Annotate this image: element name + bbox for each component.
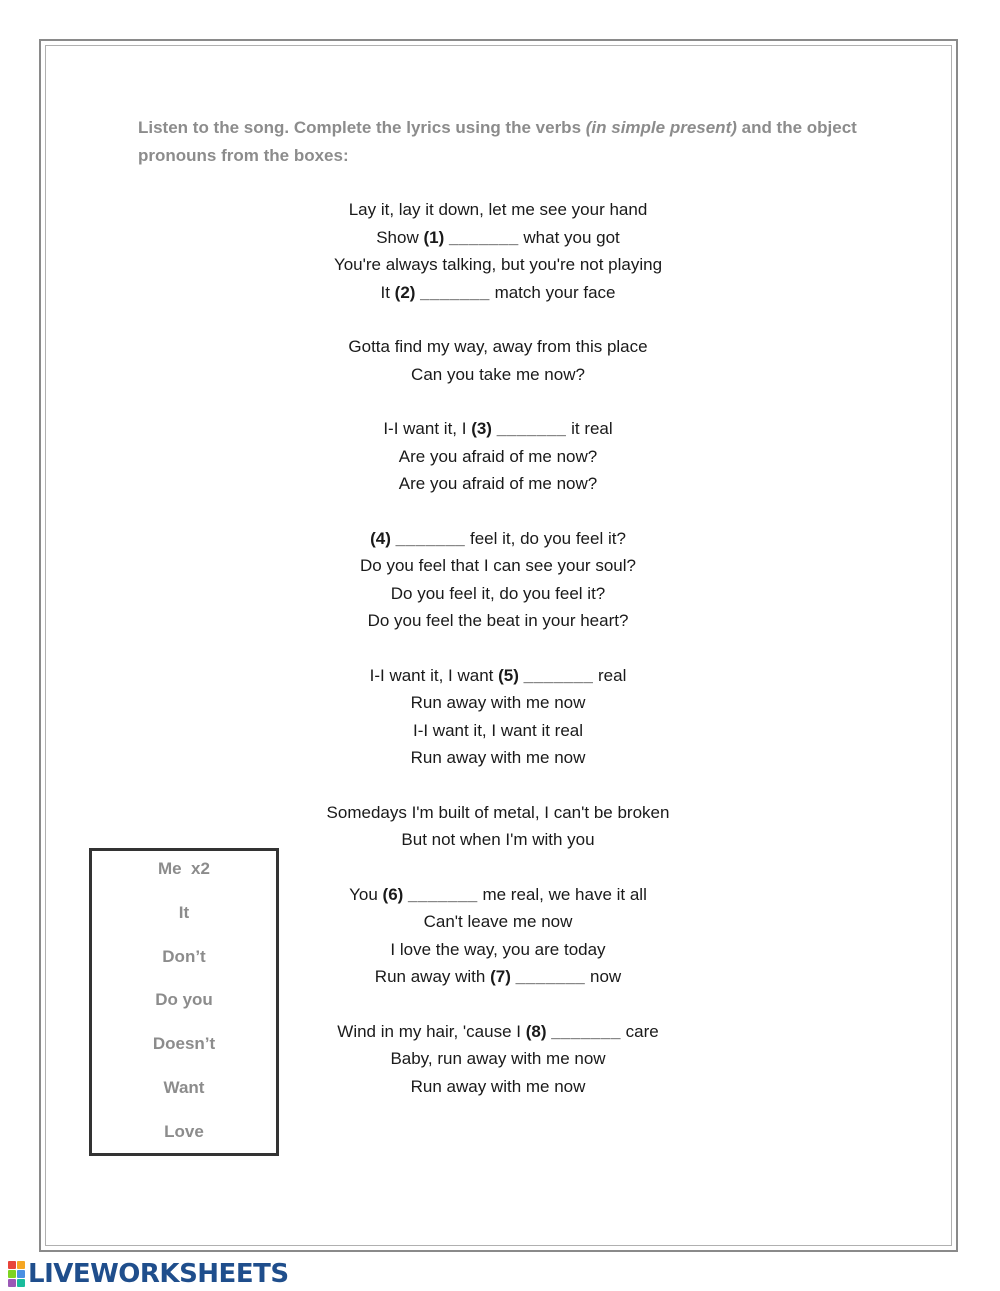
answer-blank[interactable]: _______ [496,419,567,438]
lyric-line: Baby, run away with me now [390,1049,606,1068]
lyric-line: Run away with (7) _______ now [374,967,622,986]
lyric-line: But not when I'm with you [401,830,595,849]
word-box [89,848,279,1156]
logo-square [8,1270,16,1278]
answer-blank[interactable]: _______ [551,1021,621,1041]
word-box-item: Me x2 [158,859,210,878]
lyric-line: Are you afraid of me now? [398,446,598,466]
stanza-gap [248,388,748,415]
lyric-line: Do you feel that I can see your soul? [360,556,636,575]
lyric-line: Do you feel it, do you feel it? [390,583,606,603]
logo-square [8,1279,16,1287]
blank-number: (7) [490,967,516,986]
lyric-line: It (2) _______ match your face [380,282,616,302]
answer-blank[interactable]: _______ [448,227,519,247]
logo-square [17,1279,25,1287]
stanza-gap [248,854,748,881]
logo-square [17,1261,25,1269]
answer-blank[interactable]: _______ [515,967,586,986]
blank-number: (5) [498,665,524,685]
stanza-gap [248,306,748,333]
lyric-line: Can you take me now? [411,364,585,384]
word-box-item: Do you [155,990,213,1010]
logo-square [17,1270,25,1278]
lyric-line: I-I want it, I want (5) _______ real [369,665,627,685]
lyric-line: I-I want it, I (3) _______ it real [383,419,613,438]
stanza-gap [248,991,748,1018]
answer-blank[interactable]: _______ [420,282,490,302]
logo-text: LIVEWORKSHEETS [28,1259,289,1289]
stanza-gap [248,635,748,662]
lyric-line: Can't leave me now [423,912,573,931]
lyric-line: I-I want it, I want it real [412,720,584,740]
liveworksheets-logo [8,1258,289,1290]
stanza-gap [248,772,748,799]
lyric-line: Are you afraid of me now? [398,474,598,493]
blank-number: (6) [382,884,409,904]
instructions: Listen to the song. Complete the lyrics using the verbs (in simple present) and the object pronouns from the boxes: [138,118,857,165]
lyric-line: Run away with me now [410,693,586,712]
blank-number: (4) [370,528,396,548]
logo-grid-icon [8,1261,25,1287]
lyric-line: I love the way, you are today [390,939,606,959]
word-box-item: It [178,902,190,922]
word-box-item: Want [163,1078,205,1097]
stanza-gap [248,498,748,525]
lyrics [248,196,748,1100]
blank-number: (8) [525,1021,552,1041]
lyric-line: Gotta find my way, away from this place [348,337,648,356]
lyric-line: You're always talking, but you're not playing [333,255,663,274]
lyric-line: Lay it, lay it down, let me see your hand [348,200,648,219]
lyric-line: Run away with me now [410,1076,586,1096]
word-box-item: Don’t [162,946,206,966]
lyric-line: You (6) _______ me real, we have it all [349,884,647,904]
lyric-line: Somedays I'm built of metal, I can't be broken [326,802,670,822]
lyric-line: (4) _______ feel it, do you feel it? [370,528,626,548]
answer-blank[interactable]: _______ [395,528,466,548]
lyric-line: Do you feel the beat in your heart? [367,611,629,630]
blank-number: (3) [471,419,497,438]
logo-square [8,1261,16,1269]
answer-blank[interactable]: _______ [408,884,478,904]
word-box-item: Doesn’t [152,1034,216,1054]
lyric-line: Run away with me now [410,748,586,767]
lyric-line: Wind in my hair, 'cause I (8) _______ care [337,1021,659,1041]
lyric-line: Show (1) _______ what you got [376,227,620,247]
blank-number: (2) [394,282,421,302]
blank-number: (1) [423,227,449,247]
word-box-item: Love [164,1121,204,1141]
answer-blank[interactable]: _______ [523,665,594,685]
